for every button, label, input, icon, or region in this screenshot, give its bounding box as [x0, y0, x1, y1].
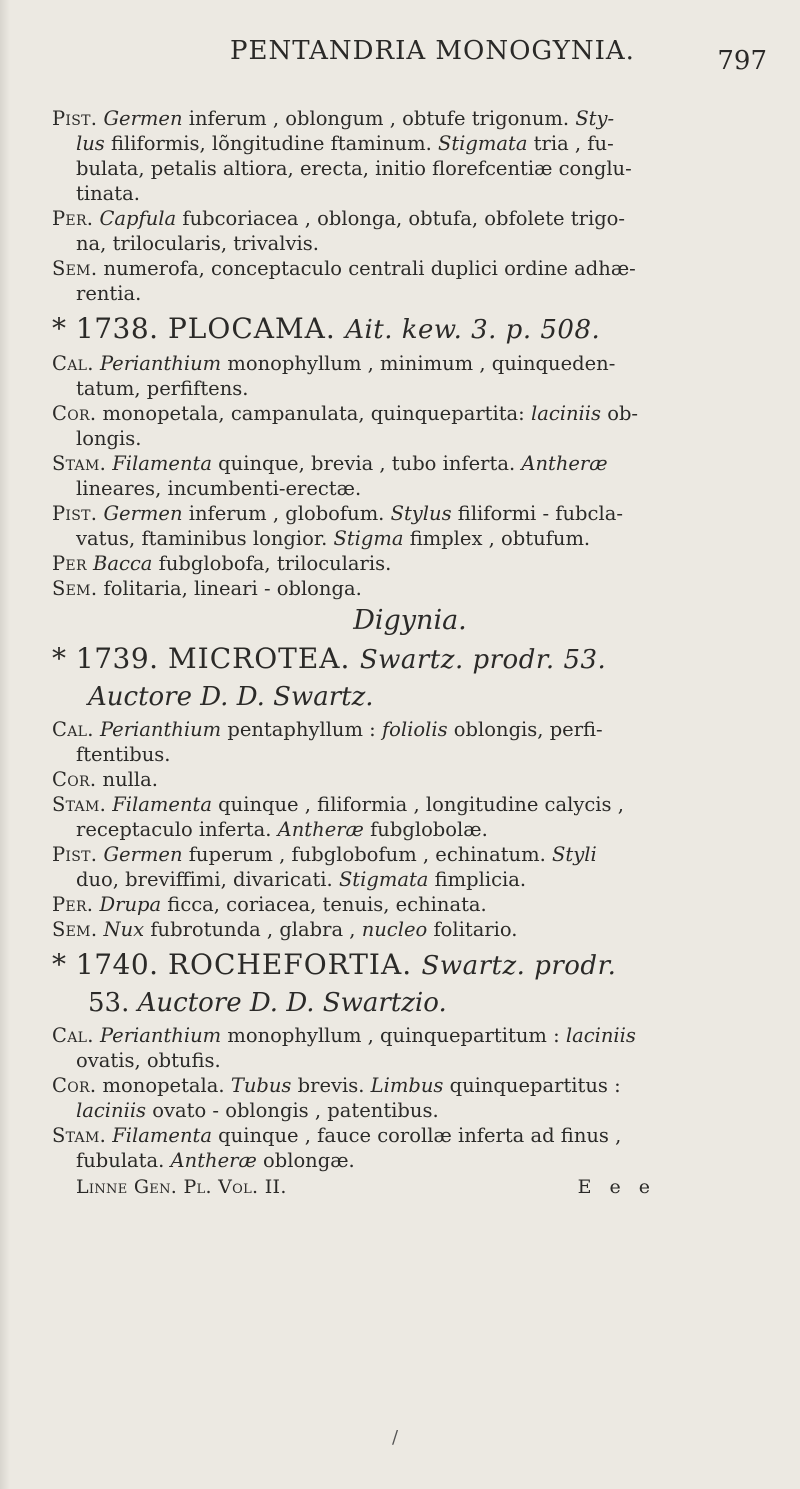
- entry-sem: Sem. Nux fubrotunda , glabra , nucleo folitario.: [52, 918, 518, 941]
- entry-cor: Cor. monopetala. Tubus brevis. Limbus quinquepartitus : laciniis ovato - oblongis , patentibus.: [52, 1074, 621, 1122]
- page-number: 797: [717, 46, 767, 76]
- entry-cal: Cal. Perianthium monophyllum , quinquepartitum : laciniis ovatis, obtufis.: [52, 1024, 636, 1072]
- genus-author-1740: 53. Auctore D. D. Swartzio.: [88, 988, 447, 1018]
- section-title: Digynia.: [353, 605, 467, 636]
- genus-heading-1740: * 1740. ROCHEFORTIA. Swartz. prodr.: [52, 948, 617, 981]
- entry-stam: Stam. Filamenta quinque , fauce corollæ inferta ad finus , fubulata. Antheræ oblongæ.: [52, 1124, 622, 1172]
- genus-heading-1738: * 1738. PLOCAMA. Ait. kew. 3. p. 508.: [52, 312, 601, 345]
- running-head: PENTANDRIA MONOGYNIA.: [230, 36, 635, 66]
- entry-per: Per. Drupa ficca, coriacea, tenuis, echinata.: [52, 893, 487, 916]
- entry-cor: Cor. monopetala, campanulata, quinquepartita: laciniis ob- longis.: [52, 402, 639, 450]
- entry-pist: Pist. Germen inferum , globofum. Stylus filiformi - fubcla- vatus, ftaminibus longior. Stigma fimplex , obtufum.: [52, 502, 623, 550]
- body-text: [52, 106, 768, 1200]
- entry-per: Per Bacca fubglobofa, trilocularis.: [52, 552, 392, 575]
- signature-mark: E e e: [577, 1176, 656, 1198]
- entry-stam: Stam. Filamenta quinque, brevia , tubo inferta. Antheræ lineares, incumbenti-erectæ.: [52, 452, 608, 500]
- page-gutter-shadow: [0, 0, 10, 1489]
- entry-sem: Sem. folitaria, lineari - oblonga.: [52, 577, 362, 600]
- stray-mark: /: [392, 1427, 399, 1448]
- genus-heading-1739: * 1739. MICROTEA. Swartz. prodr. 53.: [52, 642, 607, 675]
- entry-sem: Sem. numerofa, conceptaculo centrali duplici ordine adhæ- rentia.: [52, 257, 636, 305]
- entry-stam: Stam. Filamenta quinque , filiformia , longitudine calycis , receptaculo inferta. Antheræ fubglobolæ.: [52, 793, 624, 841]
- entry-cal: Cal. Perianthium pentaphyllum : foliolis oblongis, perfi- ftentibus.: [52, 718, 603, 766]
- entry-cal: Cal. Perianthium monophyllum , minimum , quinqueden- tatum, perfiftens.: [52, 352, 616, 400]
- entry-pist: Pist. Germen inferum , oblongum , obtufe trigonum. Sty- lus filiformis, lõngitudine ftaminum. Stigmata tria , fu- bulata, petalis altiora, erecta, initio florefcentiæ conglu- tinata.: [52, 107, 632, 205]
- genus-author-1739: Auctore D. D. Swartz.: [88, 682, 374, 712]
- entry-per: Per. Capfula fubcoriacea , oblonga, obtufa, obfolete trigo- na, trilocularis, trivalvis.: [52, 207, 625, 255]
- entry-cor: Cor. nulla.: [52, 768, 158, 791]
- entry-pist: Pist. Germen fuperum , fubglobofum , echinatum. Styli duo, breviffimi, divaricati. Stigmata fimplicia.: [52, 843, 597, 891]
- footer-catchline: [52, 1175, 656, 1200]
- footer-catch: Linne Gen. Pl. Vol. II.: [76, 1176, 287, 1198]
